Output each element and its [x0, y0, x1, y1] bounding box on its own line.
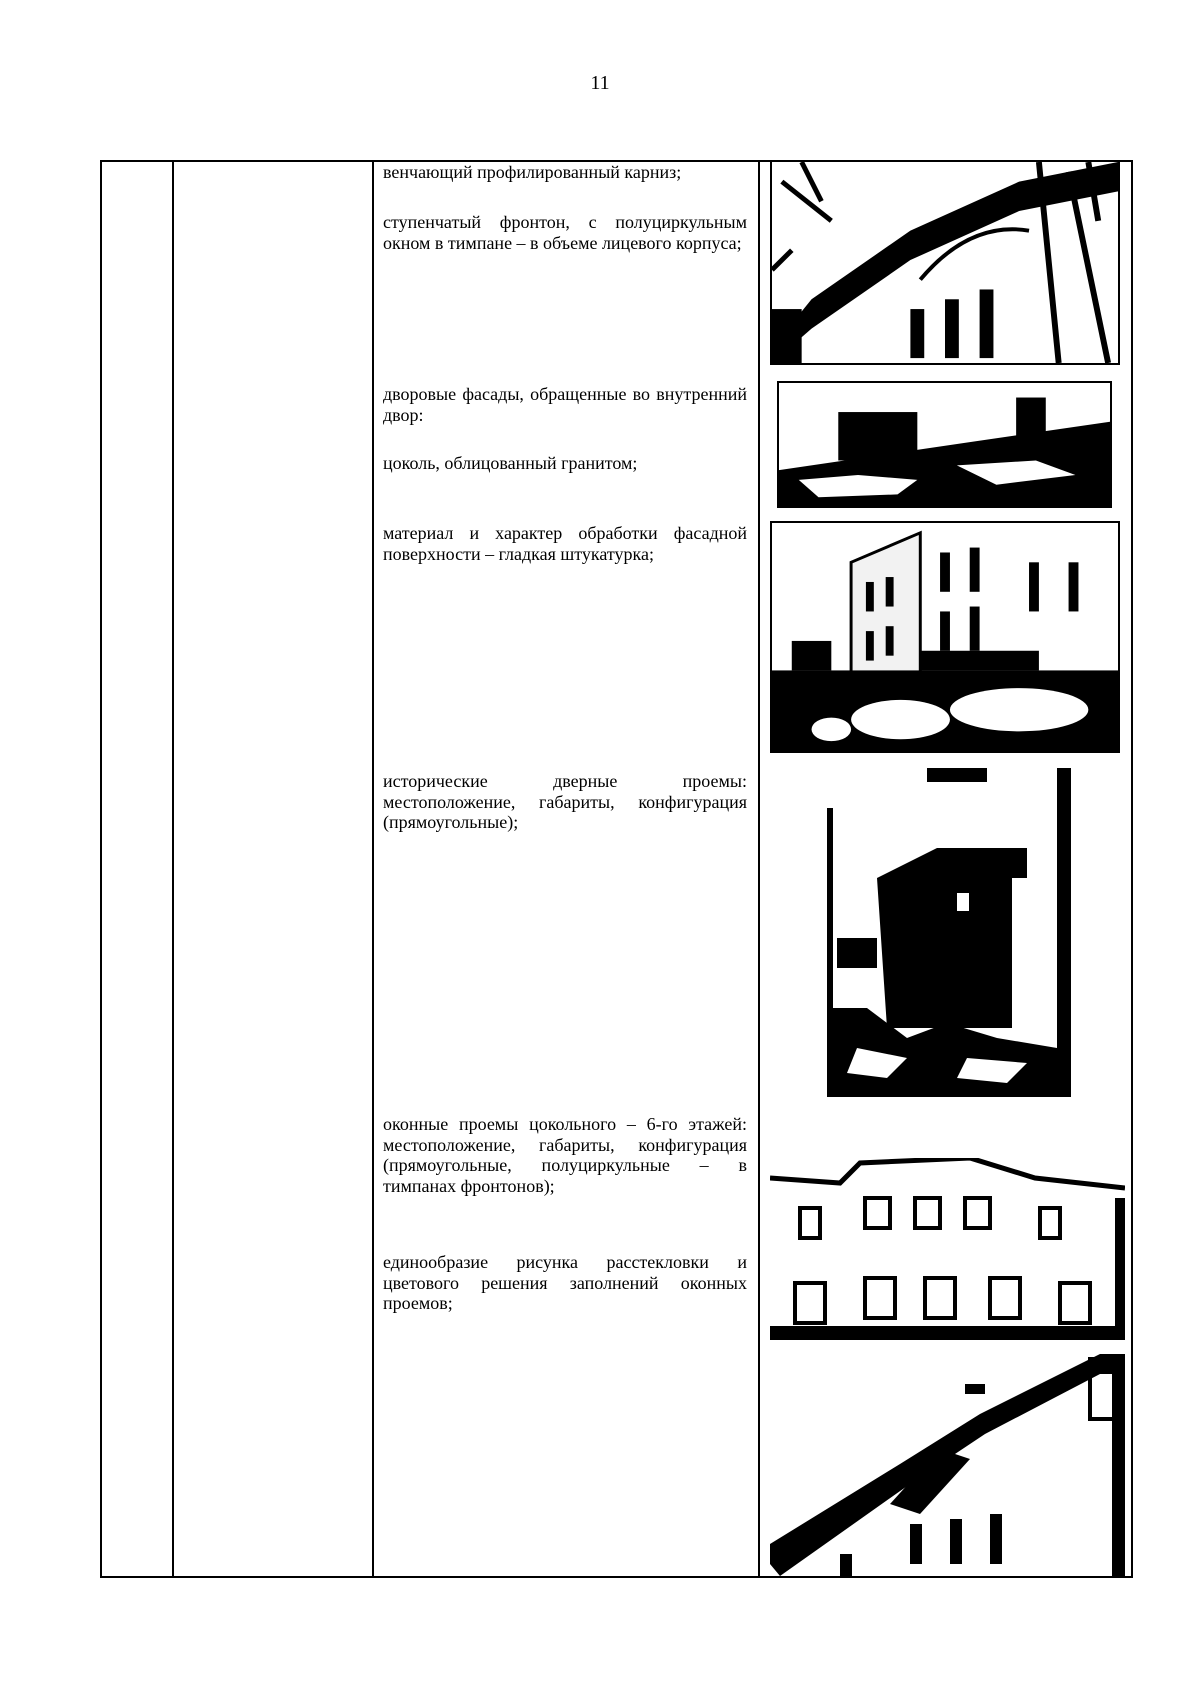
column-divider: [758, 162, 760, 1576]
table-cell-text: ступенчатый фронтон, с полуциркульным окном в тимпане – в объеме лицевого корпуса;: [383, 212, 747, 253]
table-cell-text: материал и характер обработки фасадной поверхности – гладкая штукатурка;: [383, 523, 747, 564]
building-photo-icon: [770, 1158, 1125, 1340]
column-divider: [372, 162, 374, 1576]
table-cell-text: цоколь, облицованный гранитом;: [383, 453, 638, 473]
table-cell-text: исторические дверные проемы: местоположение, габариты, конфигурация (прямоугольные);: [383, 771, 747, 832]
building-photo-icon: [770, 1354, 1125, 1576]
building-photo-icon: [827, 768, 1071, 1097]
table-cell-text: дворовые фасады, обращенные во внутренний двор:: [383, 384, 747, 425]
column-divider: [172, 162, 174, 1576]
table-cell-text: единообразие рисунка расстекловки и цветового решения заполнений оконных проемов;: [383, 1252, 747, 1313]
table-cell-text: оконные проемы цокольного – 6-го этажей: местоположение, габариты, конфигурация (прямоугольные, полуциркульные – в тимпанах фронтонов);: [383, 1114, 747, 1196]
page-number: 11: [590, 72, 610, 94]
building-photo-icon: [770, 521, 1120, 753]
building-photo-icon: [777, 381, 1112, 508]
building-photo-icon: [770, 160, 1120, 365]
table-cell-text: венчающий профилированный карниз;: [383, 162, 682, 182]
